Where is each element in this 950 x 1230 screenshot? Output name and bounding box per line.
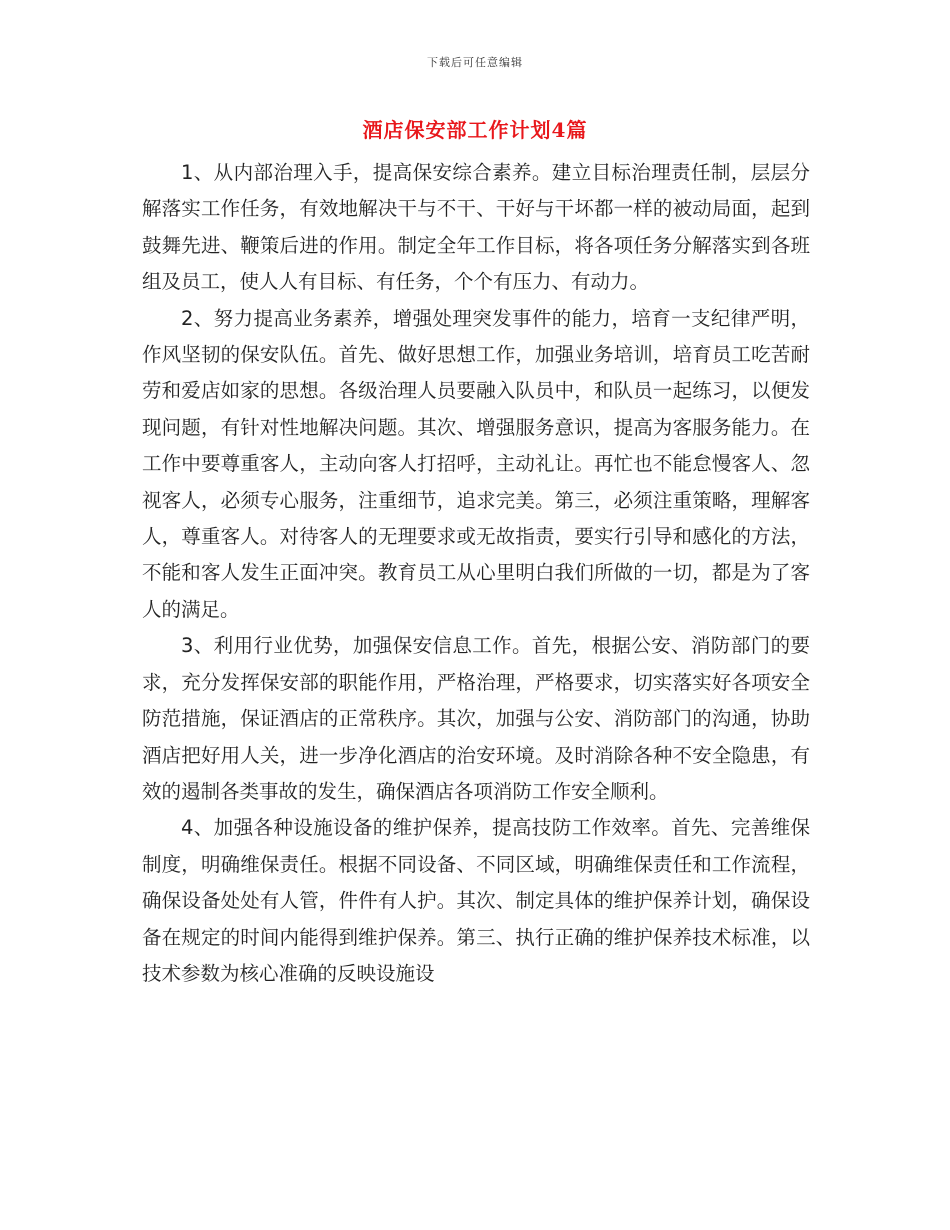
paragraph-3: 3、利用行业优势，加强保安信息工作。首先，根据公安、消防部门的要求，充分发挥保安部的职能作用，严格治理，严格要求，切实落实好各项安全防范措施，保证酒店的正常秩序。其次，加强与公安、消防部门的沟通，协助酒店把好用人关，进一步净化酒店的治安环境。及时消除各种不安全隐患，有效的遏制各类事故的发生，确保酒店各项消防工作安全顺利。 (142, 634, 810, 803)
paragraph-4: 4、加强各种设施设备的维护保养，提高技防工作效率。首先、完善维保制度，明确维保责任。根据不同设备、不同区域，明确维保责任和工作流程，确保设备处处有人管，件件有人护。其次、制定具体的维护保养计划，确保设备在规定的时间内能得到维护保养。第三、执行正确的维护保养技术标准，以技术参数为核心准确的反映设施设 (142, 816, 810, 985)
document-body (142, 155, 810, 992)
paragraph-2: 2、努力提高业务素养，增强处理突发事件的能力，培育一支纪律严明，作风坚韧的保安队伍。首先、做好思想工作，加强业务培训，培育员工吃苦耐劳和爱店如家的思想。各级治理人员要融入队员中，和队员一起练习，以便发现问题，有针对性地解决问题。其次、增强服务意识，提高为客服务能力。在工作中要尊重客人，主动向客人打招呼，主动礼让。再忙也不能怠慢客人、忽视客人，必须专心服务，注重细节，追求完美。第三，必须注重策略，理解客人，尊重客人。对待客人的无理要求或无故指责，要实行引导和感化的方法，不能和客人发生正面冲突。教育员工从心里明白我们所做的一切，都是为了客人的满足。 (142, 306, 810, 621)
paragraph-1: 1、从内部治理入手，提高保安综合素养。建立目标治理责任制，层层分解落实工作任务，有效地解决干与不干、干好与干坏都一样的被动局面，起到鼓舞先进、鞭策后进的作用。制定全年工作目标，将各项任务分解落实到各班组及员工，使人人有目标、有任务，个个有压力、有动力。 (142, 161, 810, 294)
document-title: 酒店保安部工作计划4篇 (362, 118, 588, 142)
header-note: 下载后可任意编辑 (427, 56, 523, 69)
